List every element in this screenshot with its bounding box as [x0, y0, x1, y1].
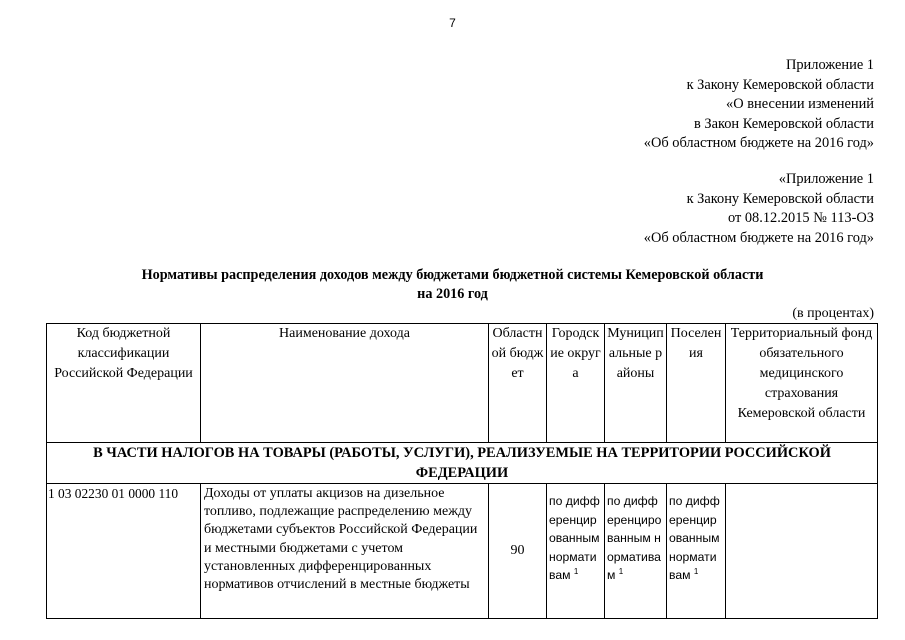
cell-fund [726, 484, 878, 619]
table-row [47, 484, 878, 619]
cell-urban [547, 484, 605, 619]
appendix-line: в Закон Кемеровской области [693, 115, 874, 132]
appendix-line: «Об областном бюджете на 2016 год» [643, 229, 874, 246]
appendix-line: «Об областном бюджете на 2016 год» [643, 135, 874, 152]
appendix-line: Приложение 1 [785, 57, 874, 73]
cell-municipal [605, 484, 667, 619]
units-note: (в процентах) [792, 306, 874, 321]
footnote-marker: 1 [693, 567, 699, 577]
page-number: 7 [449, 16, 456, 30]
section-row [47, 443, 878, 484]
cell-settlements-text: по дифференцированным нормативам [669, 494, 720, 583]
cell-settlements [667, 484, 726, 619]
header-municipal: Муниципальные районы [605, 324, 667, 443]
header-fund: Территориальный фонд обязательного медицинского страхования Кемеровской области [726, 324, 878, 443]
header-urban: Городские округа [547, 324, 605, 443]
header-settlements: Поселения [667, 324, 726, 443]
cell-regional: 90 [489, 484, 547, 619]
cell-code: 1 03 02230 01 0000 110 [47, 484, 201, 619]
section-title: В ЧАСТИ НАЛОГОВ НА ТОВАРЫ (РАБОТЫ, УСЛУГИ), РЕАЛИЗУЕМЫЕ НА ТЕРРИТОРИИ РОССИЙСКОЙ ФЕДЕРАЦИИ [47, 443, 878, 484]
cell-urban-text: по дифференцированным нормативам [549, 494, 600, 583]
document-title-line: на 2016 год [417, 286, 488, 302]
header-name: Наименование дохода [201, 324, 489, 443]
table-header-row [47, 324, 878, 443]
appendix-line: к Закону Кемеровской области [686, 76, 874, 93]
header-regional: Областной бюджет [489, 324, 547, 443]
header-code: Код бюджетной классификации Российской Федерации [47, 324, 201, 443]
appendix-line: от 08.12.2015 № 113-ОЗ [727, 210, 874, 227]
appendix-current-block [644, 56, 874, 154]
appendix-line: к Закону Кемеровской области [686, 190, 874, 207]
norms-table [46, 323, 878, 619]
appendix-line: «О внесении изменений [726, 96, 874, 113]
appendix-original-block [644, 170, 874, 248]
footnote-marker: 1 [573, 567, 579, 577]
cell-municipal-text: по дифференцированным нормативам [607, 494, 662, 583]
cell-name: Доходы от уплаты акцизов на дизельное топливо, подлежащие распределению между бюджетами субъектов Российской Федерации и местными бюджетами с учетом установленных дифференцированных нормативов отчислений в местные бюджеты [201, 484, 489, 619]
document-title [0, 266, 905, 304]
document-title-line: Нормативы распределения доходов между бюджетами бюджетной системы Кемеровской области [141, 267, 764, 283]
appendix-line: «Приложение 1 [778, 171, 874, 187]
footnote-marker: 1 [618, 567, 624, 577]
